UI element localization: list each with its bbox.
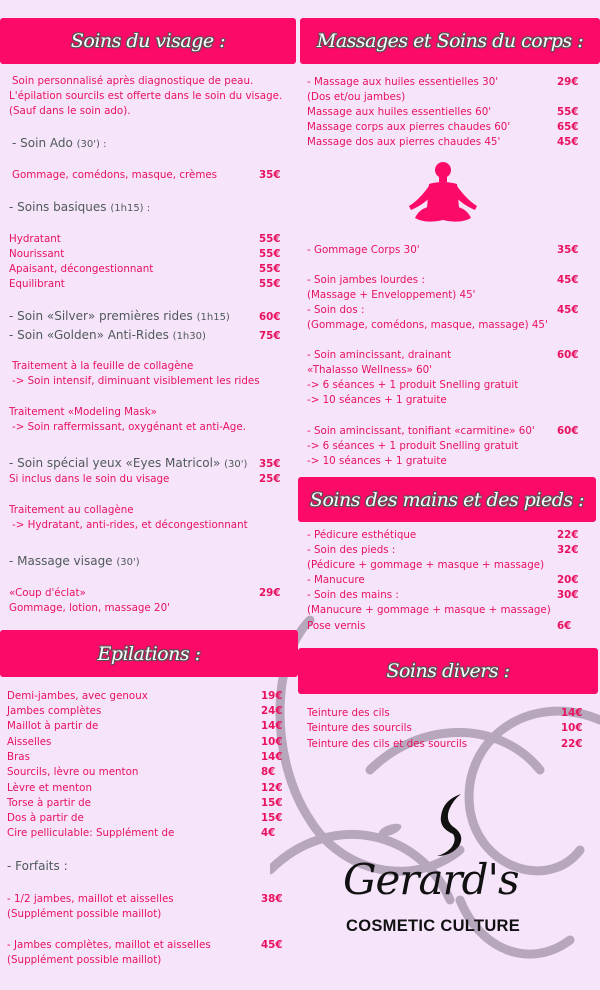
service-label: Jambes complètes bbox=[7, 705, 102, 717]
meditation-icon bbox=[405, 160, 481, 226]
heading-massage-visage: - Massage visage (30') bbox=[9, 554, 140, 568]
price: 22€ bbox=[561, 738, 583, 750]
service-label: - Pédicure esthétique bbox=[307, 529, 417, 541]
service-description: (Pédicure + gommage + masque + massage) bbox=[307, 559, 545, 571]
service-label: Demi-jambes, avec genoux bbox=[7, 690, 148, 702]
heading-soin-golden: - Soin «Golden» Anti-Rides (1h30) bbox=[9, 328, 206, 342]
price: 55€ bbox=[259, 248, 281, 260]
service-label: «Thalasso Wellness» 60' bbox=[307, 364, 433, 376]
service-label: - Soin des mains : bbox=[307, 589, 399, 601]
service-description: Gommage, lotion, massage 20' bbox=[9, 602, 170, 614]
heading-forfaits: - Forfaits : bbox=[7, 859, 68, 873]
price: 75€ bbox=[259, 330, 281, 342]
service-description: -> 6 séances + 1 produit Snelling gratuit bbox=[307, 440, 519, 452]
banner-soins-divers bbox=[298, 648, 598, 694]
service-label: Sourcils, lèvre ou menton bbox=[7, 766, 139, 778]
intro-line: L'épilation sourcils est offerte dans le soin du visage. bbox=[9, 90, 283, 102]
service-label: - Massage aux huiles essentielles 30' bbox=[307, 76, 499, 88]
service-label: Maillot à partir de bbox=[7, 720, 99, 732]
service-description: (Supplément possible maillot) bbox=[7, 954, 162, 966]
service-label: Torse à partir de bbox=[7, 797, 91, 809]
price: 15€ bbox=[261, 797, 283, 809]
service-label: - Soin dos : bbox=[307, 304, 365, 316]
service-description: -> Hydratant, anti-rides, et décongestionnant bbox=[12, 519, 248, 531]
service-description: (Supplément possible maillot) bbox=[7, 908, 162, 920]
service-label: - Soin des pieds : bbox=[307, 544, 396, 556]
section-title: Soins du visage : bbox=[70, 30, 226, 52]
service-label: Traitement à la feuille de collagène bbox=[12, 360, 194, 372]
price: 22€ bbox=[557, 529, 579, 541]
price: 35€ bbox=[259, 169, 281, 181]
banner-mains-pieds bbox=[298, 477, 596, 522]
price: 29€ bbox=[557, 76, 579, 88]
price: 45€ bbox=[261, 939, 283, 951]
price: 60€ bbox=[557, 349, 579, 361]
price: 25€ bbox=[259, 473, 281, 485]
price: 12€ bbox=[261, 782, 283, 794]
service-label: Lèvre et menton bbox=[7, 782, 92, 794]
brand-name: Gerard's bbox=[343, 855, 519, 904]
price: 55€ bbox=[259, 263, 281, 275]
service-description: -> Soin intensif, diminuant visiblement les rides bbox=[12, 375, 260, 387]
price: 14€ bbox=[261, 751, 283, 763]
service-description: (Manucure + gommage + masque + massage) bbox=[307, 604, 551, 616]
service-label: Bras bbox=[7, 751, 30, 763]
service-label: - Soin amincissant, tonifiant «carmitine» 60' bbox=[307, 425, 535, 437]
service-label: Teinture des cils et des sourcils bbox=[307, 738, 468, 750]
price: 38€ bbox=[261, 893, 283, 905]
price: 15€ bbox=[261, 812, 283, 824]
price: 45€ bbox=[557, 274, 579, 286]
service-label: «Coup d'éclat» bbox=[9, 587, 86, 599]
service-description: (Massage + Enveloppement) 45' bbox=[307, 289, 476, 301]
price: 60€ bbox=[557, 425, 579, 437]
gerards-logo-icon bbox=[433, 792, 467, 858]
service-description: -> 6 séances + 1 produit Snelling gratuit bbox=[307, 379, 519, 391]
section-title: Soins divers : bbox=[386, 660, 510, 682]
service-label: Equilibrant bbox=[9, 278, 65, 290]
banner-massages-corps bbox=[300, 18, 600, 64]
banner-soins-visage bbox=[0, 18, 296, 64]
section-title: Soins des mains et des pieds : bbox=[309, 488, 585, 511]
service-label: - Soin amincissant, drainant bbox=[307, 349, 452, 361]
service-label: Cire pelliculable: Supplément de bbox=[7, 827, 175, 839]
heading-soins-basiques: - Soins basiques (1h15) : bbox=[9, 200, 151, 214]
service-label: - 1/2 jambes, maillot et aisselles bbox=[7, 893, 174, 905]
service-label: Si inclus dans le soin du visage bbox=[9, 473, 170, 485]
price: 32€ bbox=[557, 544, 579, 556]
section-title: Massages et Soins du corps : bbox=[316, 30, 584, 52]
service-label: Apaisant, décongestionnant bbox=[9, 263, 154, 275]
banner-epilations bbox=[0, 630, 298, 677]
price: 55€ bbox=[557, 106, 579, 118]
service-label: Aisselles bbox=[7, 736, 52, 748]
service-label: Traitement au collagène bbox=[9, 504, 134, 516]
service-label: Nourissant bbox=[9, 248, 65, 260]
price: 4€ bbox=[261, 827, 276, 839]
service-label: Traitement «Modeling Mask» bbox=[9, 406, 157, 418]
service-label: - Gommage Corps 30' bbox=[307, 244, 420, 256]
price: 10€ bbox=[261, 736, 283, 748]
heading-soin-ado: - Soin Ado (30') : bbox=[12, 136, 107, 150]
price: 60€ bbox=[259, 311, 281, 323]
service-label: - Jambes complètes, maillot et aisselles bbox=[7, 939, 211, 951]
service-description: (Gommage, comédons, masque, massage) 45' bbox=[307, 319, 548, 331]
price: 45€ bbox=[557, 304, 579, 316]
brand-subtitle: COSMETIC CULTURE bbox=[346, 917, 521, 935]
service-label: Pose vernis bbox=[307, 620, 366, 632]
service-label: Teinture des cils bbox=[307, 707, 390, 719]
price: 14€ bbox=[561, 707, 583, 719]
service-description: -> Soin raffermissant, oxygénant et anti-Age. bbox=[12, 421, 246, 433]
service-label: Massage corps aux pierres chaudes 60' bbox=[307, 121, 511, 133]
price: 20€ bbox=[557, 574, 579, 586]
service-label: Hydratant bbox=[9, 233, 61, 245]
section-title: Epilations : bbox=[97, 642, 201, 665]
service-description: -> 10 séances + 1 gratuite bbox=[307, 455, 447, 467]
price: 24€ bbox=[261, 705, 283, 717]
price: 8€ bbox=[261, 766, 276, 778]
price: 29€ bbox=[259, 587, 281, 599]
service-label: Gommage, comédons, masque, crèmes bbox=[12, 169, 218, 181]
service-label: Massage aux huiles essentielles 60' bbox=[307, 106, 492, 118]
price: 45€ bbox=[557, 136, 579, 148]
service-description: -> 10 séances + 1 gratuite bbox=[307, 394, 447, 406]
price: 65€ bbox=[557, 121, 579, 133]
service-label: Teinture des sourcils bbox=[307, 722, 412, 734]
service-label: - Manucure bbox=[307, 574, 365, 586]
intro-line: (Sauf dans le soin ado). bbox=[9, 105, 131, 117]
heading-soin-yeux: - Soin spécial yeux «Eyes Matricol» (30') bbox=[9, 456, 248, 470]
service-label: Massage dos aux pierres chaudes 45' bbox=[307, 136, 501, 148]
price: 19€ bbox=[261, 690, 283, 702]
price: 35€ bbox=[557, 244, 579, 256]
price: 10€ bbox=[561, 722, 583, 734]
price: 35€ bbox=[259, 458, 281, 470]
intro-line: Soin personnalisé après diagnostique de peau. bbox=[12, 75, 254, 87]
price: 14€ bbox=[261, 720, 283, 732]
price: 30€ bbox=[557, 589, 579, 601]
price: 55€ bbox=[259, 233, 281, 245]
service-label: Dos à partir de bbox=[7, 812, 84, 824]
heading-soin-silver: - Soin «Silver» premières rides (1h15) bbox=[9, 309, 230, 323]
service-label: - Soin jambes lourdes : bbox=[307, 274, 425, 286]
price: 6€ bbox=[557, 620, 572, 632]
price: 55€ bbox=[259, 278, 281, 290]
service-description: (Dos et/ou jambes) bbox=[307, 91, 406, 103]
